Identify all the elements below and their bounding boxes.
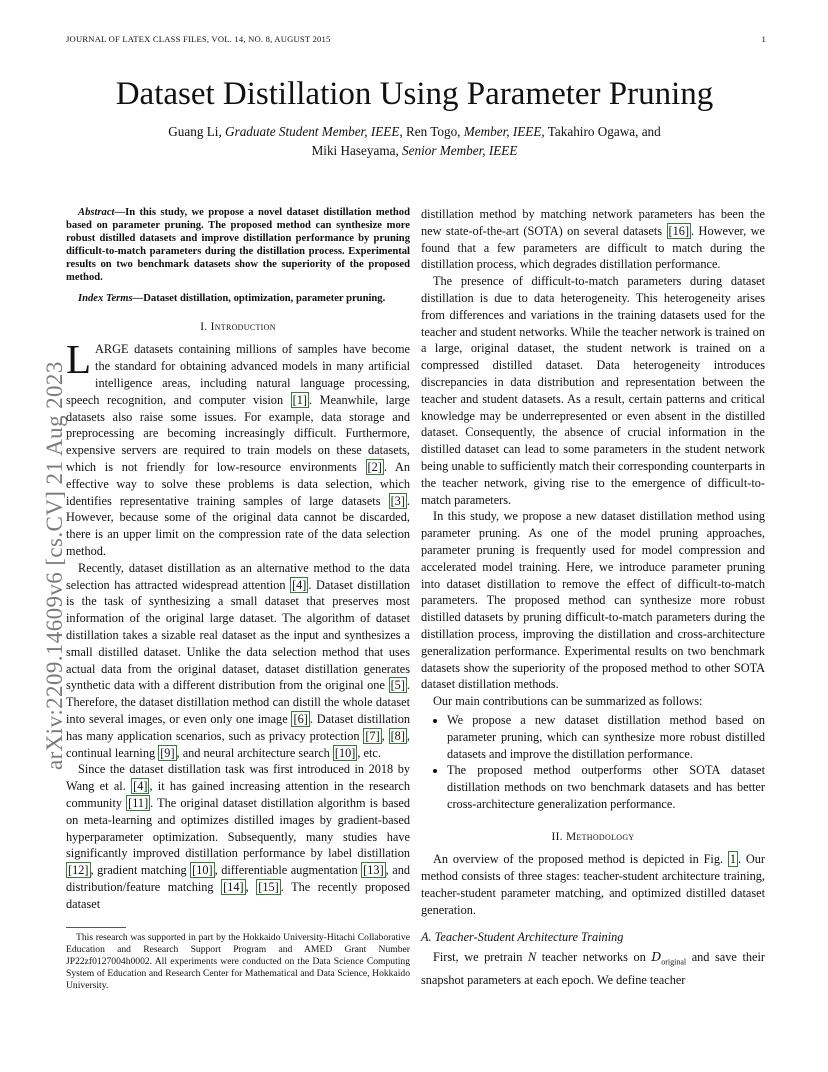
citation-link[interactable]: [6]: [293, 711, 308, 726]
paper-title: Dataset Distillation Using Parameter Pruning: [115, 76, 714, 112]
citation-link[interactable]: [2]: [367, 460, 382, 475]
right-paragraph-3: Our main contributions can be summarized as follows:: [433, 694, 703, 709]
intro-paragraph-1: LARGE datasets containing millions of samples have become the standard for obtaining advanced models in many artificial intelligence areas, including natural language processing, speech recognition, and computer vision [1] . Meanwhile, large datasets also raise some issues. For example, data storage and preprocessing are becoming increasingly difficult. Furthermore, expensive servers are required to train models on these datasets, which is not friendly for low-resource environments [2] . An effective way to solve these problems is data selection, which identifies representative training samples of large datasets [3] . However, because some of the original data cannot be discarded, there is an upper limit on the compression rate of the data selection method.: [66, 336, 411, 559]
citation-link[interactable]: [15]: [258, 879, 279, 894]
intro-paragraph-2: Recently, dataset distillation as an alternative method to the data selection has attracted widespread attention [4] . Dataset distillation is the task of synthesizing a small dataset that preserves most information of the original large dataset. The algorithm of dataset distillation takes a sizable real dataset as the input and synthesizes a small distilled dataset. Unlike the data selection method that uses actual data from the original dataset, dataset distillation generates synthetic data with a different distribution from the original one [5] . Therefore, the dataset distillation method can distill the whole dataset into several images, or even only one image [6] . Dataset distillation has many application scenarios, such as privacy protection [7] , [8] , continual learning [9] , and neural architecture search [10] , etc.: [66, 560, 410, 760]
citation-link[interactable]: [10]: [334, 745, 356, 760]
left-column: [66, 206, 410, 992]
citation-link[interactable]: [9]: [160, 745, 175, 760]
section-heading-introduction: I. Introduction: [200, 320, 276, 333]
citation-link[interactable]: [8]: [390, 728, 405, 743]
section-heading-methodology: II. Methodology: [551, 830, 635, 843]
method-paragraph-2: First, we pretrain N teacher networks on $D_{original}$ and save their snapshot parameters at each epoch. We define teacher: [421, 950, 765, 987]
citation-link[interactable]: [4]: [292, 577, 307, 592]
citation-link[interactable]: [5]: [390, 678, 405, 693]
index-terms: Index Terms—Dataset distillation, optimization, parameter pruning.: [78, 292, 386, 304]
method-paragraph-1: An overview of the proposed method is depicted in Fig. 1 . Our method consists of three stages: teacher-student architecture training, teacher-student parameter matching, and optimized distilled dataset generation.: [421, 852, 765, 917]
arxiv-stamp[interactable]: arXiv:2209.14609v6 [cs.CV] 21 Aug 2023: [42, 361, 67, 770]
list-item: • We propose a new dataset distillation method based on parameter pruning, which can synthesize more robust distilled datasets and improve the distillation performance.: [447, 712, 765, 762]
citation-link[interactable]: [3]: [390, 493, 405, 508]
list-item: • The proposed method outperforms other SOTA dataset distillation methods on two benchmark datasets and has better cross-architecture generalization performance.: [447, 762, 765, 812]
right-column: [421, 206, 765, 989]
journal-name: JOURNAL OF LATEX CLASS FILES, VOL. 14, NO. 8, AUGUST 2015: [66, 34, 331, 44]
citation-link[interactable]: [14]: [223, 879, 244, 894]
footnote: This research was supported in part by the Hokkaido University-Hitachi Collaborative Education and Research Support Program and AMED Grant Number JP22zf0127004h0002. All experiments were conducted on the Data Science Computing System of Education and Research Center for Mathematical and Data Science, Hokkaido University.: [66, 931, 410, 991]
author-list: Guang Li, Graduate Student Member, IEEE, Ren Togo, Member, IEEE, Takahiro Ogawa, and Miki Haseyama, Senior Member, IEEE: [168, 124, 661, 158]
intro-paragraph-3: Since the dataset distillation task was first introduced in 2018 by Wang et al. [4] , it has gained increasing attention in the research community [11] . The original dataset distillation algorithm is based on meta-learning and optimizes distilled images by gradient-based hyperparameter optimization. Subsequently, many studies have significantly improved distillation performance by label distillation [12] , gradient matching [10] , differentiable augmentation [13] , and distribution/feature matching [14] , [15] . The recently proposed dataset: [66, 762, 411, 911]
citation-link[interactable]: [10]: [192, 863, 213, 878]
footnote-divider: [66, 927, 126, 928]
citation-link[interactable]: [13]: [363, 863, 384, 878]
citation-link[interactable]: [11]: [128, 795, 149, 810]
citation-link[interactable]: [1]: [292, 392, 308, 407]
citation-link[interactable]: [4]: [133, 779, 148, 794]
right-paragraph-2: In this study, we propose a new dataset distillation method using parameter pruning. As one of the model pruning approaches, parameter pruning is frequently used for model compression and accelerated model training. Here, we introduce parameter pruning into dataset distillation to remove the effect of difficult-to-match parameters. The proposed method can synthesize more robust distilled datasets by pruning difficult-to-match parameters during the distillation process, improving the distillation and cross-architecture generalization performance. Experimental results on two benchmark datasets show the superiority of the proposed method to other SOTA dataset distillation methods.: [421, 509, 765, 692]
right-paragraph-0: distillation method by matching network parameters has been the new state-of-the-art (SOTA) on several datasets [16] . However, we found that a few parameters are difficult to match during the distillation process, which degrades distillation performance.: [421, 207, 765, 272]
drop-cap: L: [66, 336, 92, 383]
contribution-list: [421, 712, 765, 813]
figure-link[interactable]: 1: [729, 852, 736, 867]
right-paragraph-1: The presence of difficult-to-match parameters during dataset distillation is due to data heterogeneity. This heterogeneity arises from differences and variations in the training datasets used for the teacher and student networks. While the teacher network is trained on a large, original dataset, the student network is trained on a compressed distilled dataset. Data heterogeneity introduces discrepancies in data distribution and representation between the teacher and student datasets. As a result, certain patterns and critical knowledge may be underrepresented or even absent in the distilled dataset. Consequently, the absence of crucial information in the distilled dataset can lead to some parameters in the student network being unable to sufficiently match their corresponding counterparts in the teacher network, giving rise to the emergence of difficult-to-match parameters.: [421, 274, 765, 507]
subsection-heading: A. Teacher-Student Architecture Training: [421, 929, 624, 944]
citation-link[interactable]: [16]: [668, 223, 690, 238]
page-number: 1: [761, 34, 766, 44]
abstract: Abstract—In this study, we propose a novel dataset distillation method based on parameter pruning. The proposed method can synthesize more robust distilled datasets and improve distillation performance by pruning difficult-to-match parameters during the distillation process. Experimental results on two benchmark datasets show the superiority of the proposed method.: [66, 207, 410, 284]
citation-link[interactable]: [7]: [365, 728, 380, 743]
citation-link[interactable]: [12]: [68, 863, 89, 878]
running-header: [66, 34, 766, 44]
